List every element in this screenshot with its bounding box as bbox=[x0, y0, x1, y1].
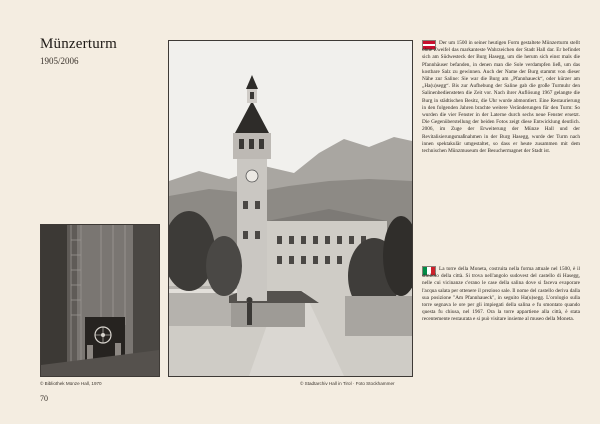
photo-credit-left: © Bibliothek Münze Hall, 1970 bbox=[40, 381, 102, 386]
italian-text: La torre della Moneta, costruita nella forma attuale nel 1500, è il simbolo della città. Si trova nell'angolo sudovest del castello di Hasegg, nelle cui vicinanze c'erano le case della salina dove si faceva evaporare l'acqua salata per ottenere il prezioso sale. Il nome del castello deriva dalla sua posizione "Am Pfannhaueck", in seguito Ha(u)segg. L'orologio sulla torre segnava le ore per gli impiegati della salina e fu smontato quando questa fu chiusa, nel 1967. Ora la torre appartiene alla città, è stata recentemente restaurata e si può visitare insieme al museo della Moneta. bbox=[422, 266, 580, 323]
tower-interior-photo-image bbox=[41, 225, 159, 376]
photo-credit-right: © Stadtarchiv Hall in Tirol · Foto Stockhammer bbox=[300, 381, 395, 386]
page-subtitle: 1905/2006 bbox=[40, 56, 79, 66]
muenzerturm-historic-photo-image bbox=[169, 41, 412, 376]
german-text: Der um 1500 in seiner heutigen Form gestaltete Münzerturm stellt ohne Zweifel das markanteste Wahrzeichen der Stadt Hall dar. Er befindet sich am Südwesteck der Burg Hasegg, um die herum sich einst mals die Pfannhäuser befanden, in denen man die Sole verdampfen ließ, um das kostbare Salz zu gewinnen. Auch der Name der Burg stammt von dieser Nähe zur Saline: Sie war die Burg am „Pfannhaueck“, oder kürzer am „Ha(u)segg“. Bis zur Aufhebung der Saline gab die große Turmuhr den Salinenbediensteten die Zeit vor. Nach ihrer Auflösung 1967 gelangte die Burg in städtischen Besitz, die Uhr wurde abmontiert. Eine Restaurierung in den folgenden Jahren brachte weitere Veränderungen für den Turm: So wurden die vier Fenster in der Laterne durch sechs neue Fenster ersetzt. Die Gegenüberstellung der beiden Fotos zeigt diese Entwicklung deutlich. 2006, im Zuge der Erweiterung der Münze Hall und der Revitalisierungsmaßnahmen in der Burg Hasegg, wurde der Turm nach innen spektakulär umgestaltet, so dass er heute zusammen mit dem technischen Münzmuseum der Besuchermagnet der Stadt ist. bbox=[422, 40, 580, 155]
page-title: Münzerturm bbox=[40, 36, 117, 52]
page-number: 70 bbox=[40, 394, 48, 403]
tower-interior-photo bbox=[40, 224, 160, 377]
muenzerturm-historic-photo bbox=[168, 40, 413, 377]
